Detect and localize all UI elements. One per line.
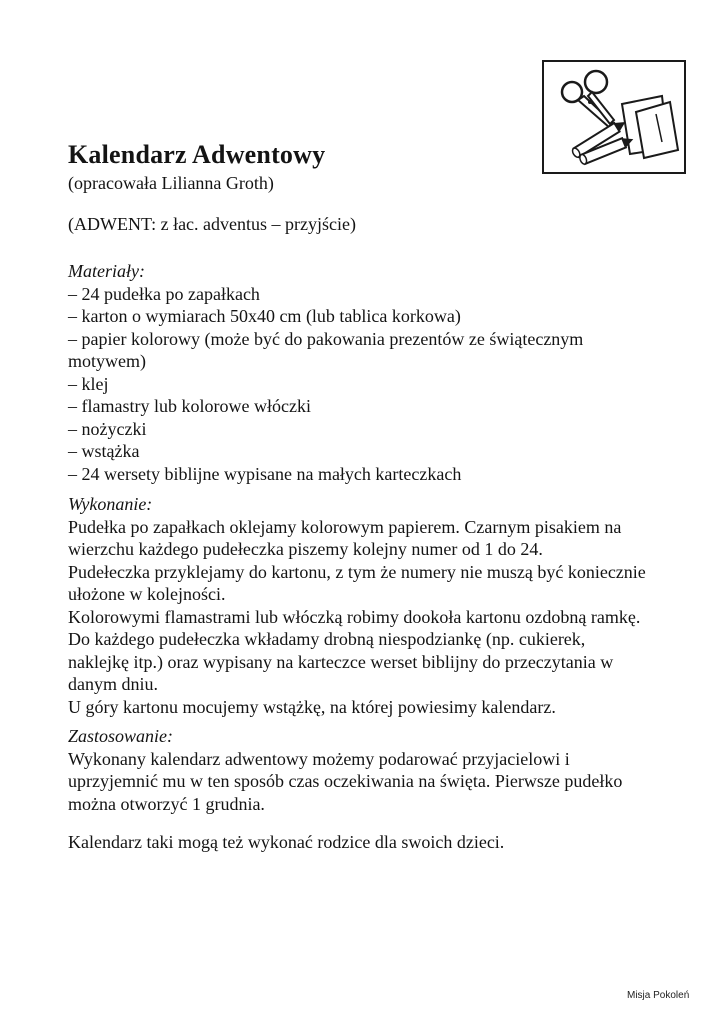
- execution-line: Pudełeczka przyklejamy do kartonu, z tym że numery nie muszą być koniecznie: [68, 561, 646, 582]
- materials-item: – wstążka: [68, 441, 140, 461]
- execution-line: wierzchu każdego pudełeczka piszemy kolejny numer od 1 do 24.: [68, 539, 543, 559]
- document-author: (opracowała Lilianna Groth): [68, 173, 274, 193]
- materials-item: – 24 pudełka po zapałkach: [68, 283, 260, 304]
- execution-line: Do każdego pudełeczka wkładamy drobną niespodziankę (np. cukierek,: [68, 629, 586, 649]
- document-title: Kalendarz Adwentowy: [68, 140, 326, 169]
- usage-line: Wykonany kalendarz adwentowy możemy podarować przyjacielowi i: [68, 748, 570, 769]
- execution-line: U góry kartonu mocujemy wstążkę, na której powiesimy kalendarz.: [68, 696, 556, 717]
- usage-line: można otworzyć 1 grudnia.: [68, 793, 265, 814]
- materials-item: – flamastry lub kolorowe włóczki: [68, 396, 311, 416]
- usage-line: uprzyjemnić mu w ten sposób czas oczekiwania na święta. Pierwsze pudełko: [68, 771, 623, 791]
- execution-section: [68, 493, 698, 718]
- materials-heading: Materiały:: [68, 261, 145, 281]
- execution-line: danym dniu.: [68, 674, 158, 694]
- materials-section: [68, 260, 698, 485]
- execution-line: Pudełka po zapałkach oklejamy kolorowym papierem. Czarnym pisakiem na: [68, 516, 622, 537]
- execution-line: naklejkę itp.) oraz wypisany na karteczce werset biblijny do przeczytania w: [68, 651, 614, 672]
- usage-section: [68, 725, 698, 815]
- materials-item: – papier kolorowy (może być do pakowania prezentów ze świątecznym: [68, 328, 584, 349]
- footer-source: Misja Pokoleń: [627, 990, 690, 1001]
- advent-definition: (ADWENT: z łac. adventus – przyjście): [68, 214, 356, 234]
- execution-line: Kolorowymi flamastrami lub włóczką robimy dookoła kartonu ozdobną ramkę.: [68, 606, 641, 627]
- usage-heading: Zastosowanie:: [68, 726, 174, 746]
- execution-heading: Wykonanie:: [68, 494, 153, 514]
- closing-note: Kalendarz taki mogą też wykonać rodzice dla swoich dzieci.: [68, 832, 505, 852]
- materials-item: – nożyczki: [68, 418, 147, 439]
- craft-illustration: [544, 62, 684, 172]
- materials-item: – klej: [68, 373, 109, 394]
- materials-item: motywem): [68, 351, 146, 371]
- scissors-crayons-paper-icon: [542, 60, 686, 174]
- materials-item: – karton o wymiarach 50x40 cm (lub tablica korkowa): [68, 306, 461, 326]
- materials-item: – 24 wersety biblijne wypisane na małych karteczkach: [68, 463, 462, 484]
- execution-line: ułożone w kolejności.: [68, 584, 226, 604]
